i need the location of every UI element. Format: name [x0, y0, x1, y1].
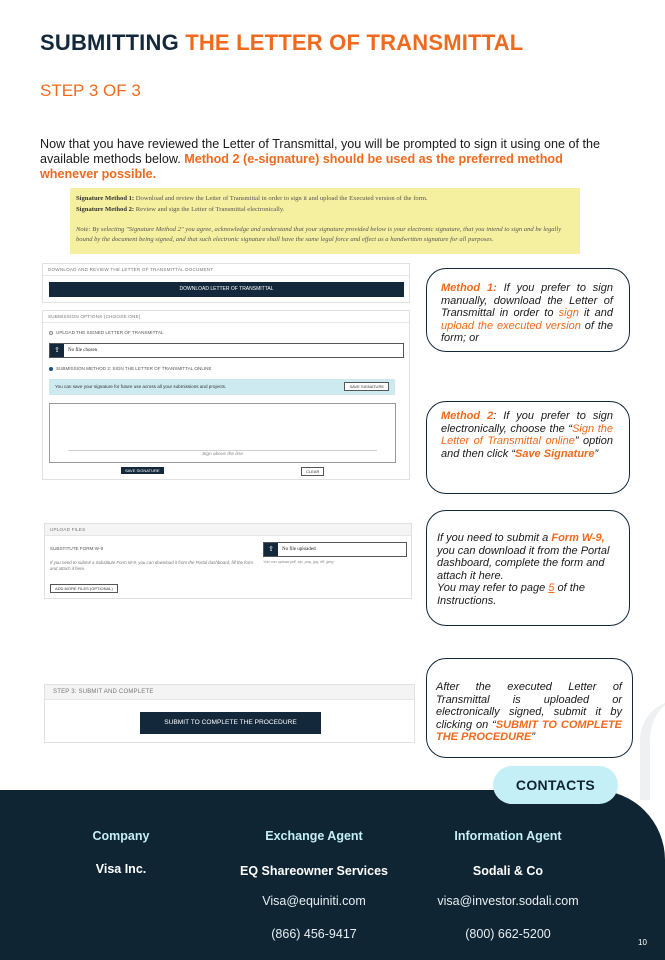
callout-3-form: Form W-9,: [551, 532, 605, 544]
upload-icon: ⇪: [50, 344, 64, 357]
intro-paragraph: [40, 137, 615, 182]
exchange-agent-column: [224, 829, 404, 941]
note-method-2-text: Review and sign the Letter of Transmittal electronically.: [135, 206, 285, 213]
callout-4-text-b: ”: [531, 731, 536, 744]
callout-4-submit: SUBMIT TO COMPLETE THE PROCEDURE: [436, 718, 623, 744]
callout-3-text-b: you can download it from the Portal dashboard, complete the form and attach it here.: [437, 544, 610, 582]
callout-2-text-c: ”: [594, 447, 599, 460]
w9-label: SUBSTITUTE FORM W-9: [50, 546, 103, 551]
page-title: [40, 30, 523, 56]
save-signature-small-button[interactable]: SAVE SIGNATURE: [344, 382, 389, 391]
exchange-agent-heading: Exchange Agent: [265, 829, 363, 843]
download-panel-header: DOWNLOAD AND REVIEW THE LETTER OF TRANSMITTAL DOCUMENT: [43, 264, 409, 276]
w9-upload-icon: ⇪: [264, 543, 278, 556]
option-sign-online-label: SUBMISSION METHOD 2: SIGN THE LETTER OF TRANSMITTAL ONLINE: [56, 366, 212, 371]
callout-1-text-b: it and: [578, 307, 613, 320]
option-sign-online[interactable]: [49, 366, 212, 371]
option-upload[interactable]: [49, 330, 163, 335]
note-method-2: [76, 204, 574, 215]
add-more-files-button[interactable]: ADD MORE FILES (OPTIONAL): [50, 584, 118, 593]
submission-options-panel: [42, 310, 410, 480]
information-agent-email[interactable]: visa@investor.sodali.com: [437, 894, 579, 908]
callout-4-text-a: After the executed Letter of Transmittal is uploaded or electronically signed, submit it by clicking on “: [436, 681, 622, 731]
submit-panel: [44, 684, 415, 743]
callout-3-text-a: If you need to submit a: [437, 532, 552, 544]
option-upload-label: UPLOAD THE SIGNED LETTER OF TRANSMITTAL: [56, 330, 164, 335]
save-signature-button[interactable]: SAVE SIGNATURE: [121, 467, 164, 474]
callout-3-page[interactable]: 5: [548, 582, 555, 595]
step-indicator: STEP 3 OF 3: [40, 81, 141, 100]
callout-1-sign: sign: [558, 307, 579, 320]
exchange-agent-name: EQ Shareowner Services: [240, 864, 388, 878]
save-signature-info: [49, 379, 395, 395]
exchange-agent-phone: (866) 456-9417: [271, 927, 357, 941]
callout-2-text-a: : If you prefer to sign electronically, choose the “: [441, 410, 613, 435]
w9-file-input[interactable]: [263, 542, 407, 557]
signature-caption: Sign above the line: [202, 452, 243, 457]
note-method-2-label: Signature Method 2:: [76, 206, 135, 213]
page-title-dark: SUBMITTING: [40, 30, 179, 55]
callout-3-text-c: You may refer to page: [437, 582, 549, 595]
signature-pad[interactable]: [49, 403, 396, 463]
callout-method-1: [426, 268, 630, 352]
information-agent-name: Sodali & Co: [472, 864, 544, 878]
callout-1-text-c: of the form; or: [441, 319, 613, 345]
option-upload-radio[interactable]: [49, 331, 53, 335]
company-column: [60, 829, 182, 876]
intro-text: Now that you have reviewed the Letter of Transmittal, you will be prompted to sign it using one of the available methods below.: [40, 137, 601, 166]
company-heading: Company: [92, 829, 150, 843]
signature-methods-note: [70, 188, 580, 254]
company-name: Visa Inc.: [95, 862, 147, 876]
submit-procedure-button[interactable]: SUBMIT TO COMPLETE THE PROCEDURE: [140, 712, 321, 734]
note-method-1: [76, 193, 574, 204]
callout-2-label: Method 2: [441, 410, 494, 422]
contacts-badge: CONTACTS: [493, 766, 618, 804]
submit-panel-header: STEP 3: SUBMIT AND COMPLETE: [45, 685, 414, 700]
page-number: 10: [638, 938, 647, 947]
callout-2-save: Save Signature: [514, 447, 595, 460]
submission-options-header: SUBMISSION OPTIONS (CHOOSE ONE): [43, 311, 409, 323]
clear-signature-button[interactable]: CLEAR: [301, 467, 324, 476]
download-panel: [42, 263, 410, 303]
w9-file-status: No file uploaded: [282, 547, 316, 552]
upload-files-panel: [44, 523, 412, 599]
page-title-orange: THE LETTER OF TRANSMITTAL: [185, 30, 524, 55]
letter-file-status: No file chosen: [68, 348, 98, 353]
callout-2-text-b: ” option and then click “: [441, 435, 613, 460]
w9-help-text: If you need to submit a Substitute Form W-9, you can download it from the Portal dashboard, fill the form and attach it here.: [50, 560, 253, 571]
note-method-1-text: Download and review the Letter of Transmittal in order to sign it and upload the Executed version of the form.: [135, 195, 428, 202]
callout-1-label: Method 1:: [441, 282, 497, 294]
callout-submit: [426, 658, 633, 758]
letter-file-input[interactable]: [49, 343, 404, 358]
callout-1-text-a: If you prefer to sign manually, download the Letter of Transmittal in order to: [441, 282, 613, 320]
upload-files-header: UPLOAD FILES: [45, 524, 411, 536]
w9-file-hint: You can upload pdf, zip, png, jpg, tiff, jpeg: [263, 560, 334, 564]
signature-line: [68, 450, 377, 451]
option-sign-online-radio[interactable]: [49, 367, 53, 371]
note-method-1-label: Signature Method 1:: [76, 195, 135, 202]
decorative-swoosh: [640, 700, 665, 800]
callout-2-sign-online: Sign the Letter of Transmittal online: [441, 422, 613, 448]
callout-1-upload: upload the executed version: [441, 319, 581, 332]
callout-3-text-d: of the Instructions.: [437, 582, 585, 607]
information-agent-phone: (800) 662-5200: [465, 927, 551, 941]
download-letter-button[interactable]: DOWNLOAD LETTER OF TRANSMITTAL: [49, 282, 404, 297]
intro-highlight: Method 2 (e-signature) should be used as the preferred method whenever possible.: [40, 152, 563, 181]
note-legal-text: Note: By selecting "Signature Method 2" you agree, acknowledge and understand that your signature provided below is your electronic signature, that you intend to sign and be legally bound by the document being signed, and that such electronic signature shall have the same legal force and effect as a handwritten signature for all purposes.: [76, 226, 562, 243]
callout-method-2: [426, 401, 630, 494]
exchange-agent-email[interactable]: Visa@equiniti.com: [262, 894, 366, 908]
information-agent-heading: Information Agent: [454, 829, 562, 843]
save-signature-info-text: You can save your signature for future use across all your submissions and projects.: [55, 384, 227, 389]
information-agent-column: [413, 829, 603, 941]
callout-form-w9: [426, 510, 630, 626]
